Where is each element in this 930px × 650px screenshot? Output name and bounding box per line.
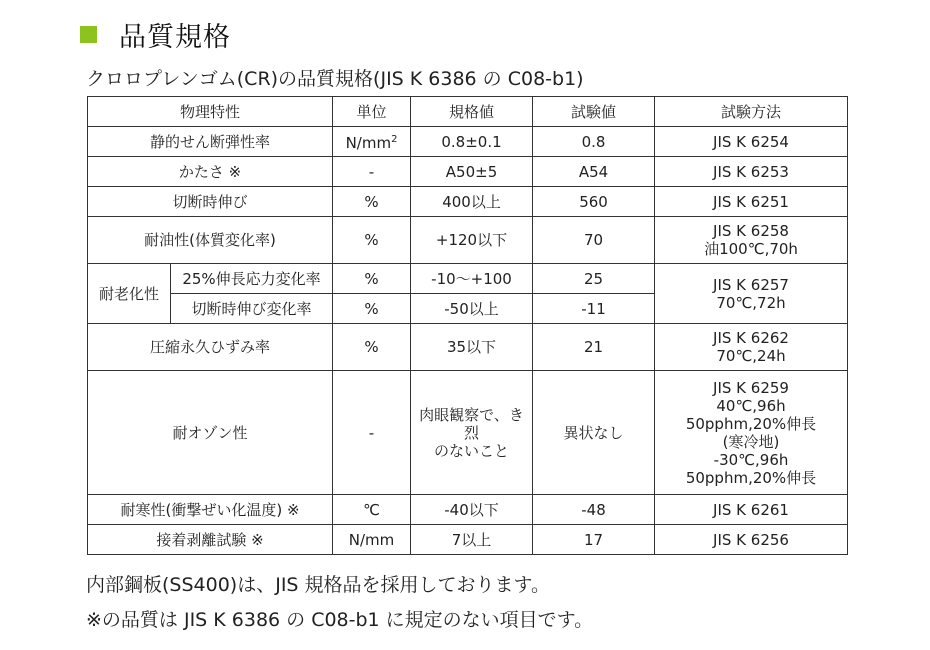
spec-line: のないこと [434,441,510,460]
header-test: 試験値 [533,97,655,127]
cell-spec: -40以下 [411,495,533,525]
method-line: 40℃,96h [716,396,786,415]
cell-method: JIS K 6253 [655,157,848,187]
table-row [88,525,848,555]
cell-unit: % [333,324,411,371]
cell-property: 切断時伸び変化率 [171,294,333,324]
table-row [88,217,848,264]
cell-method [655,217,848,264]
table-row [88,187,848,217]
cell-test: -48 [533,495,655,525]
table-row [88,371,848,495]
cell-test: 560 [533,187,655,217]
cell-unit: - [333,371,411,495]
cell-test: 70 [533,217,655,264]
cell-method: JIS K 6256 [655,525,848,555]
cell-test: 17 [533,525,655,555]
quality-spec-table [87,96,848,555]
cell-spec: -10～+100 [411,264,533,294]
method-line: 70℃,24h [716,347,786,365]
method-line: JIS K 6258 [713,222,789,240]
cell-spec: 0.8±0.1 [411,127,533,157]
cell-test: 0.8 [533,127,655,157]
method-line: JIS K 6259 [713,378,789,397]
green-square-icon [80,26,97,43]
page-title: 品質規格 [119,21,231,53]
header-method: 試験方法 [655,97,848,127]
section-heading [80,14,231,54]
cell-spec: 7以上 [411,525,533,555]
cell-method: JIS K 6254 [655,127,848,157]
method-line: -30℃,96h [713,450,789,469]
cell-unit: - [333,157,411,187]
cell-test: -11 [533,294,655,324]
cell-unit: % [333,294,411,324]
cell-property: 接着剥離試験 ※ [88,525,333,555]
cell-method [655,371,848,495]
footnote-steel-plate: 内部鋼板(SS400)は、JIS 規格品を採用しております。 [86,574,550,596]
cell-spec: A50±5 [411,157,533,187]
cell-property: 圧縮永久ひずみ率 [88,324,333,371]
cell-test: 21 [533,324,655,371]
cell-property: 切断時伸び [88,187,333,217]
cell-spec: +120以下 [411,217,533,264]
cell-test: A54 [533,157,655,187]
method-line: 70℃,72h [716,293,786,312]
cell-test: 25 [533,264,655,294]
cell-property: 耐油性(体質変化率) [88,217,333,264]
cell-spec: 400以上 [411,187,533,217]
cell-unit: % [333,264,411,294]
method-line: 50pphm,20%伸長 [685,468,817,487]
header-unit: 単位 [333,97,411,127]
method-line: JIS K 6257 [713,275,789,294]
cell-property: かたさ ※ [88,157,333,187]
cell-method [655,324,848,371]
cell-method: JIS K 6251 [655,187,848,217]
cell-property: 耐寒性(衝撃ぜい化温度) ※ [88,495,333,525]
cell-unit: ℃ [333,495,411,525]
cell-method: JIS K 6261 [655,495,848,525]
cell-unit [333,127,411,157]
cell-unit: % [333,217,411,264]
unit-superscript: 2 [391,134,398,145]
header-property: 物理特性 [88,97,333,127]
method-line: JIS K 6262 [713,329,789,347]
unit-base: N/mm [345,134,392,152]
cell-property: 耐オゾン性 [88,371,333,495]
method-line: 油100℃,70h [704,240,798,258]
cell-property: 25%伸長応力変化率 [171,264,333,294]
table-subtitle: クロロプレンゴム(CR)の品質規格(JIS K 6386 の C08-b1) [86,68,584,90]
table-row [88,264,848,294]
cell-unit: N/mm [333,525,411,555]
table-row [88,495,848,525]
cell-property: 静的せん断弾性率 [88,127,333,157]
cell-spec: 35以下 [411,324,533,371]
spec-line: 肉眼観察で、き烈 [419,405,524,442]
footnote-asterisk: ※の品質は JIS K 6386 の C08-b1 に規定のない項目です。 [86,609,594,631]
cell-method [655,264,848,324]
cell-test: 異状なし [533,371,655,495]
table-row [88,324,848,371]
table-row [88,127,848,157]
cell-group-aging: 耐老化性 [88,264,171,324]
cell-unit: % [333,187,411,217]
method-line: 50pphm,20%伸長 [685,414,817,433]
table-row [88,157,848,187]
header-spec: 規格値 [411,97,533,127]
cell-spec: -50以上 [411,294,533,324]
cell-spec [411,371,533,495]
method-line: (寒冷地) [722,432,780,451]
